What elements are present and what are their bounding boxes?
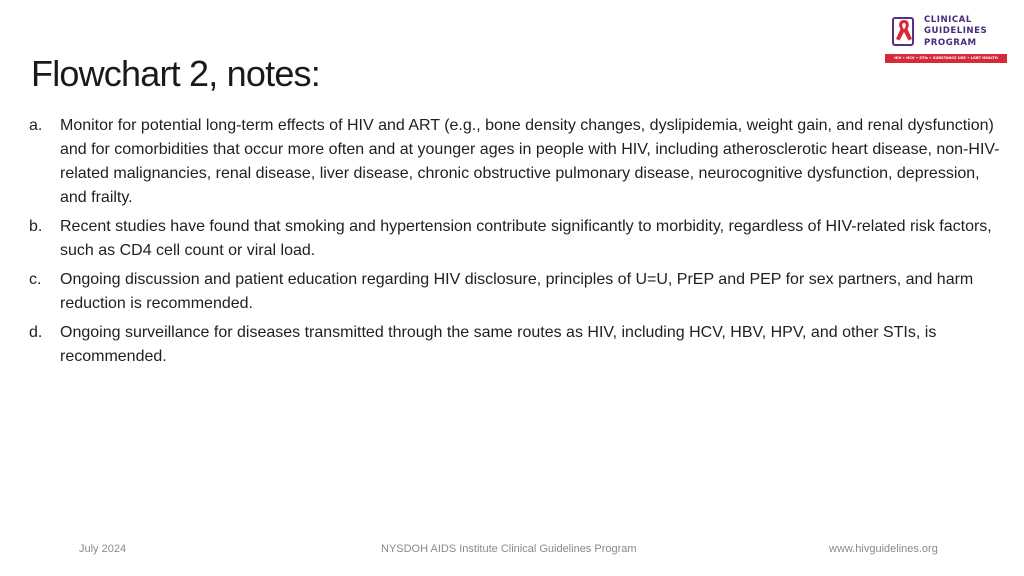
list-item bbox=[27, 268, 1002, 316]
logo-line-3: PROGRAM bbox=[924, 37, 977, 48]
logo-wordmark bbox=[924, 15, 1006, 49]
red-ribbon-icon bbox=[894, 18, 914, 46]
list-item bbox=[27, 321, 1002, 369]
footer-website-link[interactable]: www.hivguidelines.org bbox=[829, 543, 938, 555]
footer-date: July 2024 bbox=[79, 543, 127, 555]
logo-tagline: HIV • HCV • STIs • SUBSTANCE USE • LGBT HEALTH bbox=[885, 54, 1007, 63]
list-item bbox=[27, 215, 1002, 263]
note-text: Monitor for potential long-term effects of HIV and ART (e.g., bone density changes, dyslipidemia, weight gain, and renal dysfunction) and for comorbidities that occur more often and at younger ages in people with HIV, including atherosclerotic heart disease, non-HIV-related malignancies, renal disease, liver disease, chronic obstructive pulmonary disease, neurocognitive dysfunction, depression, and frailty. bbox=[60, 117, 1000, 206]
footer-program-name: NYSDOH AIDS Institute Clinical Guidelines Program bbox=[381, 543, 637, 555]
list-item bbox=[27, 114, 1002, 210]
note-text: Recent studies have found that smoking and hypertension contribute significantly to morbidity, regardless of HIV-related risk factors, such as CD4 cell count or viral load. bbox=[60, 218, 992, 259]
logo-line-2: GUIDELINES bbox=[924, 26, 988, 37]
note-text: Ongoing surveillance for diseases transmitted through the same routes as HIV, including HCV, HBV, HPV, and other STIs, is recommended. bbox=[60, 324, 937, 365]
note-letter: b. bbox=[29, 218, 43, 235]
note-letter: c. bbox=[29, 271, 42, 288]
note-letter: d. bbox=[29, 324, 43, 341]
clinical-guidelines-program-logo bbox=[885, 12, 1007, 64]
logo-line-1: CLINICAL bbox=[924, 15, 972, 25]
note-letter: a. bbox=[29, 117, 43, 134]
notes-list bbox=[27, 114, 1002, 374]
slide-title: Flowchart 2, notes: bbox=[31, 53, 320, 94]
note-text: Ongoing discussion and patient education regarding HIV disclosure, principles of U=U, PrEP and PEP for sex partners, and harm reduction is recommended. bbox=[60, 271, 974, 312]
